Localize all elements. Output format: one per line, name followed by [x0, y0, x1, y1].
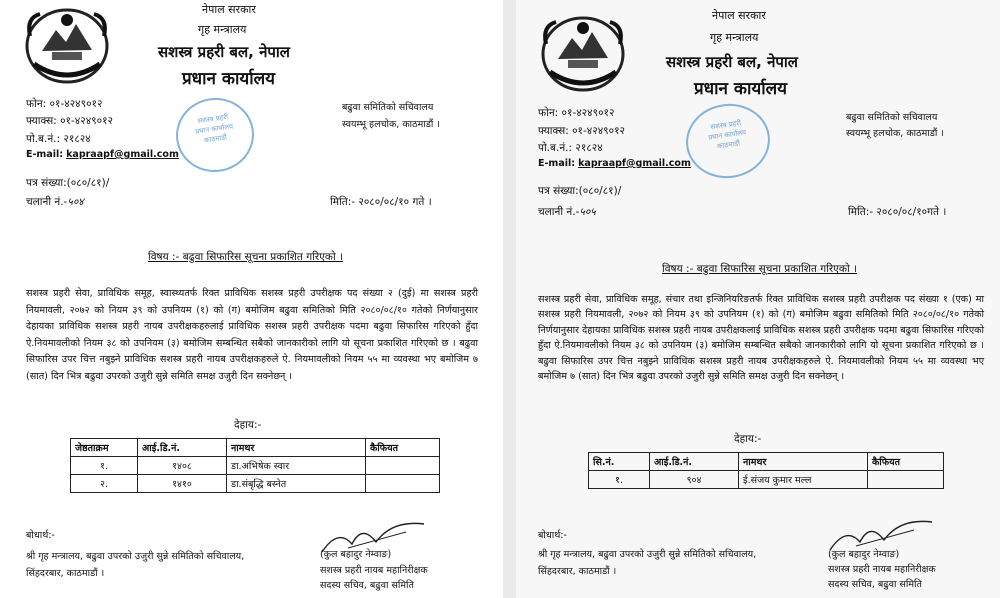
phone-number: फोन: ०१-४२४९०१२ [26, 98, 103, 110]
signatory-name: (कुल बहादुर नेम्वाङ) [828, 549, 900, 560]
ministry-name: गृह मन्त्रालय [710, 31, 759, 44]
subject-line: विषय :- बढुवा सिफारिस सूचना प्रकाशित गरिएको । [662, 263, 858, 275]
patra-sankhya: पत्र संख्या:(०८०/८१)/ [538, 185, 622, 197]
bodhartha-line-1: श्री गृह मन्त्रालय, बढुवा उपरको उजुरी सुन्ने समितिको सचिवालय, [538, 549, 757, 560]
signatory-name: (कुल बहादुर नेम्वाङ) [320, 549, 392, 560]
table-header-cell: आई.डि.नं. [650, 453, 739, 471]
office-name: प्रधान कार्यालय [694, 79, 787, 99]
page-divider [503, 0, 516, 598]
table-row [71, 457, 440, 475]
table-cell: १. [589, 471, 650, 489]
gov-name: नेपाल सरकार [202, 3, 256, 16]
bodhartha-line-1: श्री गृह मन्त्रालय, बढुवा उपरको उजुरी सुन्ने समितिको सचिवालय, [26, 551, 245, 562]
table-cell: डा.अभिषेक स्वार [227, 457, 366, 475]
chalani-label: चलानी नं.- [26, 196, 68, 208]
recipient-line-2: स्वयम्भू हलचोक, काठमाडौं । [342, 119, 440, 130]
chalani-number: ५०५ [579, 206, 596, 218]
table-cell: १४०८ [138, 457, 227, 475]
signatory-title-2: सदस्य सचिव, बढुवा समिति [828, 579, 922, 590]
office-name: प्रधान कार्यालय [182, 69, 275, 89]
chalani-row [538, 205, 596, 219]
letter-body: सशस्त्र प्रहरी सेवा, प्राविधिक समूह, संचार तथा इन्जिनियरिङतर्फ रिक्त प्राविधिक सशस्त्र प्रहरी उपरीक्षक पद संख्या १ (एक) मा सशस्त्र प्रहरी नियमावली, २०७२ को नियम ३९ को उपनियम (१) को (ग) बमोजिम बढुवा समितिको मिति २०८०/०८/१० गतेको निर्णयानुसार देहायका प्राविधिक सशस्त्र प्रहरी नायब उपरीक्षकलाई प्राविधिक सशस्त्र प्रहरी उपरीक्षक पदमा बढुवा सिफारिस गरिएको हुँदा ऐ.नियमावलीको नियम ३८ को उपनियम (३) बमोजिम सम्बन्धित सबैको जानकारीको लागि यो सूचना प्रकाशित गरिएको छ । बढुवा सिफारिस उपर चित्त नबुझ्ने प्राविधिक सशस्त्र प्रहरी नायब उपरीक्षकहरुले ऐ. नियमावलीको नियम ५५ मा व्यवस्था भए बमोजिम ७ (सात) दिन भित्र बढुवा उपरको उजुरी सुन्ने समिति समक्ष उजुरी दिन सक्नेछन् । [538, 294, 984, 383]
org-name: सशस्त्र प्रहरी बल, नेपाल [158, 43, 290, 61]
letter-date: मिति:- २०८०/०८/१०गते । [848, 206, 947, 218]
table-header-cell: कैफियत [366, 439, 440, 457]
table-cell: २. [71, 475, 138, 493]
po-box: पो.ब.नं.: २१८२४ [538, 142, 603, 154]
table-row [71, 475, 440, 493]
letter-body: सशस्त्र प्रहरी सेवा, प्राविधिक समूह, स्वास्थ्यतर्फ रिक्त प्राविधिक सशस्त्र प्रहरी उपरीक्षक पद संख्या २ (दुई) मा सशस्त्र प्रहरी नियमावली, २०७२ को नियम ३९ को उपनियम (१) को (ग) बमोजिम बढुवा समितिको मिति २०८०/०८/१० गतेको निर्णयानुसार देहायका प्राविधिक सशस्त्र प्रहरी नायब उपरीक्षकहरुलाई प्राविधिक सशस्त्र प्रहरी उपरीक्षक पदमा बढुवा सिफारिस गरिएको हुँदा ऐ.नियमावलीको नियम ३८ को उपनियम (३) बमोजिम सम्बन्धित सबैको जानकारीको लागि यो सूचना प्रकाशित गरिएको छ । बढुवा सिफारिस उपर चित्त नबुझ्ने प्राविधिक सशस्त्र प्रहरी नायब उपरीक्षकहरुले ऐ. नियमावलीको नियम ५५ मा व्यवस्था भए बमोजिम ७ (सात) दिन भित्र बढुवा उपरको उजुरी सुन्ने समिति समक्ष उजुरी दिन सक्नेछन् । [26, 288, 478, 382]
promotion-table [70, 438, 440, 493]
ministry-name: गृह मन्त्रालय [198, 23, 247, 36]
bodhartha-label: बोधार्थ:- [538, 530, 567, 541]
email-row [538, 158, 691, 169]
chalani-row [26, 195, 84, 209]
table-header-cell: कैफियत [868, 453, 944, 471]
bodhartha-line-2: सिंहदरबार, काठमाडौं । [538, 566, 617, 577]
recipient-line-2: स्वयम्भू हलचोक, काठमाडौं । [846, 128, 944, 139]
table-cell: १. [71, 457, 138, 475]
bodhartha-line-2: सिंहदरबार, काठमाडौं । [26, 568, 105, 579]
dehay-label: देहाय:- [234, 419, 262, 431]
table-cell [366, 475, 440, 493]
recipient-line-1: बढुवा समितिको सचिवालय [846, 112, 938, 123]
signatory-title-2: सदस्य सचिव, बढुवा समिति [320, 580, 414, 591]
chalani-label: चलानी नं.- [538, 206, 580, 218]
email-label: E-mail: [26, 149, 64, 160]
letter-2 [516, 0, 1000, 598]
signatory-title-1: सशस्त्र प्रहरी नायब महानिरीक्षक [320, 565, 428, 576]
phone-number: फोन: ०१-४२४९०१२ [538, 107, 615, 119]
table-header-cell: सि.नं. [589, 453, 650, 471]
table-header-cell: नामथर [227, 439, 366, 457]
po-box: पो.ब.नं.: २१८२४ [26, 133, 91, 145]
signatory-title-1: सशस्त्र प्रहरी नायब महानिरीक्षक [828, 564, 936, 575]
dehay-label: देहाय:- [734, 433, 762, 445]
table-header-cell: जेष्ठताक्रम [71, 439, 138, 457]
table-header-row [71, 439, 440, 457]
table-header-cell: नामथर [739, 453, 868, 471]
fax-number: फ्याक्स: ०१-४२४९०१२ [538, 125, 626, 137]
table-cell: डा.संबृद्धि बस्नेत [227, 475, 366, 493]
gov-name: नेपाल सरकार [712, 9, 766, 22]
table-cell: ई.संजय कुमार मल्ल [739, 471, 868, 489]
email-link[interactable]: kapraapf@gmail.com [578, 158, 691, 169]
email-row [26, 149, 179, 160]
nepal-emblem-icon [538, 14, 628, 94]
promotion-table [588, 452, 944, 489]
letter-date: मिति:- २०८०/०८/१० गते । [330, 196, 432, 208]
org-name: सशस्त्र प्रहरी बल, नेपाल [666, 53, 798, 71]
table-row [589, 471, 944, 489]
recipient-line-1: बढुवा समितिको सचिवालय [342, 102, 434, 113]
patra-sankhya: पत्र संख्या:(०८०/८१)/ [26, 177, 110, 189]
table-header-row [589, 453, 944, 471]
email-label: E-mail: [538, 158, 576, 169]
table-header-cell: आई.डि.नं. [138, 439, 227, 457]
subject-line: विषय :- बढुवा सिफारिस सूचना प्रकाशित गरिएको । [148, 251, 344, 263]
bodhartha-label: बोधार्थ:- [26, 530, 55, 541]
nepal-emblem-icon [22, 6, 112, 86]
office-stamp: सशस्त्र प्रहरी प्रधान कार्यालय काठमाडौं [171, 93, 259, 177]
email-link[interactable]: kapraapf@gmail.com [66, 149, 179, 160]
office-stamp: सशस्त्र प्रहरी प्रधान कार्यालय काठमाडौं [681, 99, 774, 184]
table-cell [366, 457, 440, 475]
chalani-number: ५०४ [67, 196, 84, 208]
table-cell [868, 471, 944, 489]
table-cell: १४१० [138, 475, 227, 493]
table-cell: ९०४ [650, 471, 739, 489]
fax-number: फ्याक्स: ०१-४२४९०१२ [26, 115, 114, 127]
